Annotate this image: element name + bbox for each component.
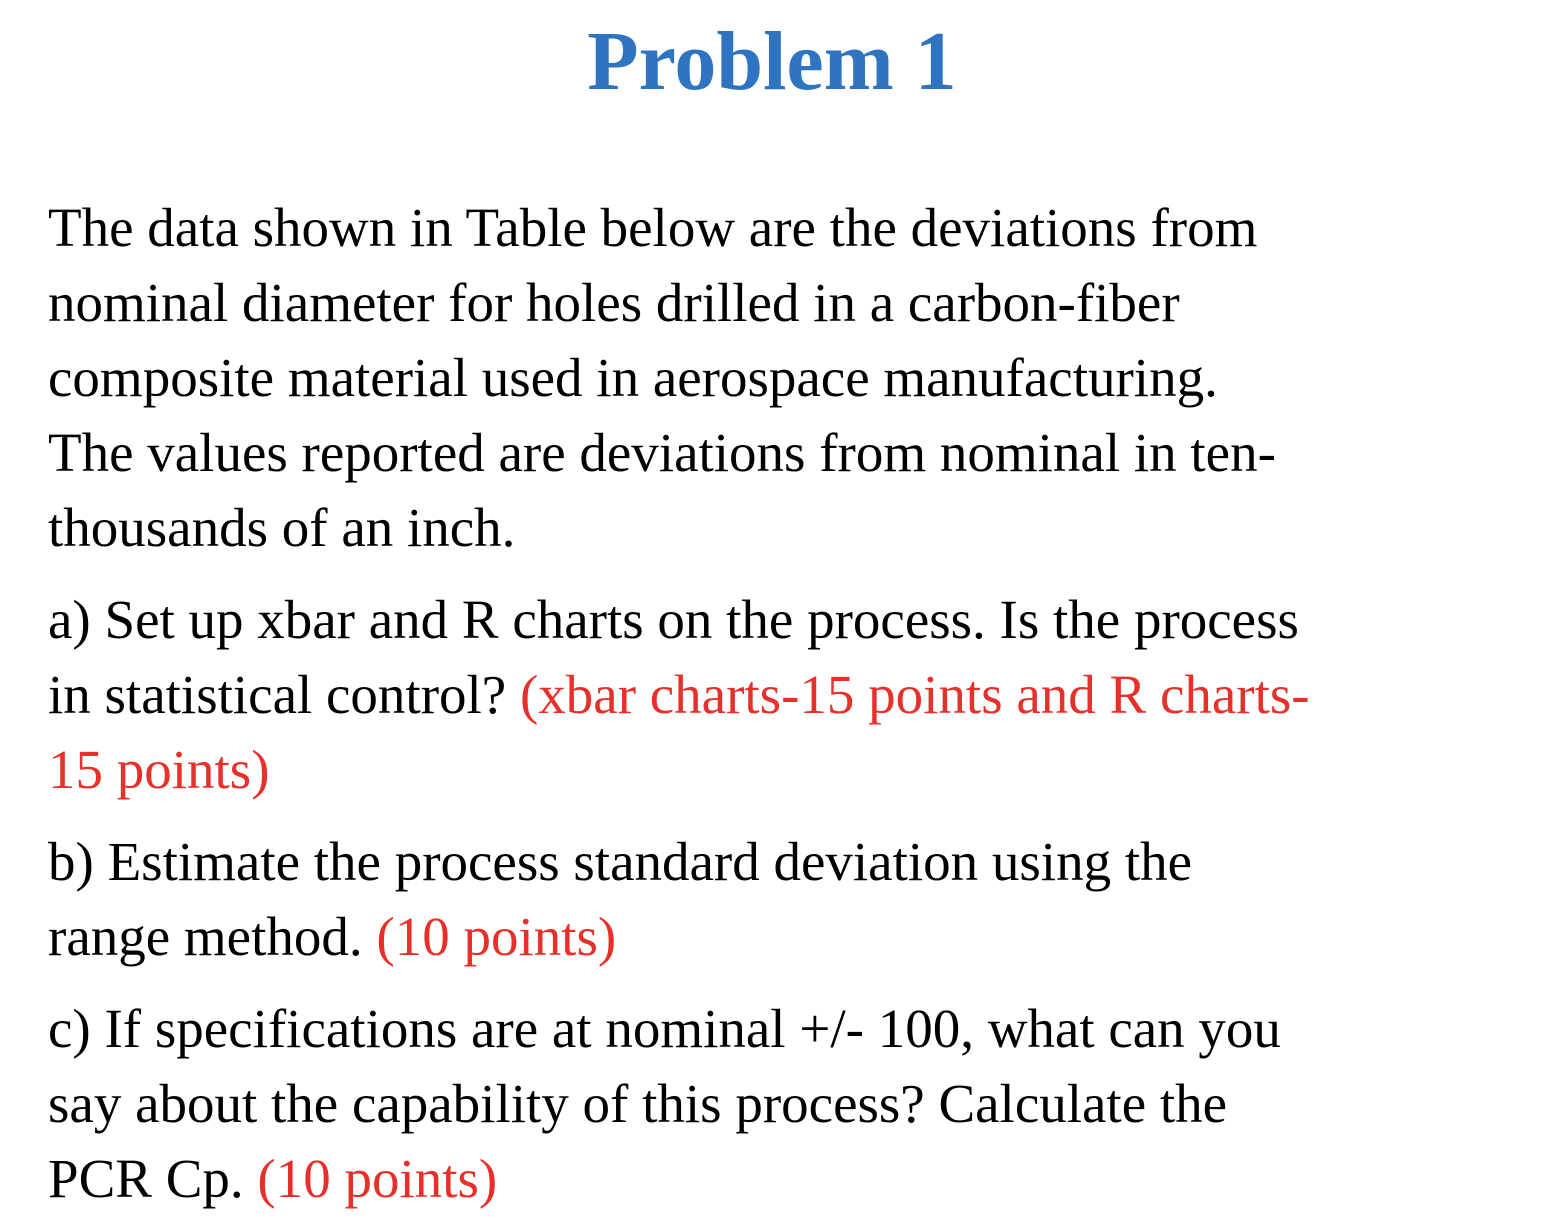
- intro-line: thousands of an inch.: [48, 497, 516, 558]
- question-text: b) Estimate the process standard deviation using the: [48, 831, 1193, 892]
- question-text: c) If specifications are at nominal +/- 100, what can you: [48, 998, 1281, 1059]
- points-label: 15 points): [48, 739, 270, 800]
- page-title: Problem 1: [587, 15, 957, 108]
- question-text: a) Set up xbar and R charts on the process. Is the process: [48, 589, 1299, 650]
- intro-line: The values reported are deviations from nominal in ten-: [48, 422, 1276, 483]
- problem-body: [48, 190, 1518, 1216]
- question-text: in statistical control?: [48, 664, 520, 725]
- question-c: [48, 991, 1518, 1216]
- question-text: PCR Cp.: [48, 1148, 258, 1209]
- question-a: [48, 582, 1518, 807]
- points-label: (10 points): [376, 906, 617, 967]
- question-b: [48, 824, 1518, 974]
- intro-line: nominal diameter for holes drilled in a carbon-fiber: [48, 272, 1180, 333]
- intro-paragraph: [48, 190, 1518, 565]
- intro-line: The data shown in Table below are the deviations from: [48, 197, 1258, 258]
- question-text: say about the capability of this process? Calculate the: [48, 1073, 1228, 1134]
- points-label: (10 points): [257, 1148, 498, 1209]
- intro-line: composite material used in aerospace manufacturing.: [48, 347, 1218, 408]
- question-text: range method.: [48, 906, 377, 967]
- points-label: (xbar charts-15 points and R charts-: [519, 664, 1310, 725]
